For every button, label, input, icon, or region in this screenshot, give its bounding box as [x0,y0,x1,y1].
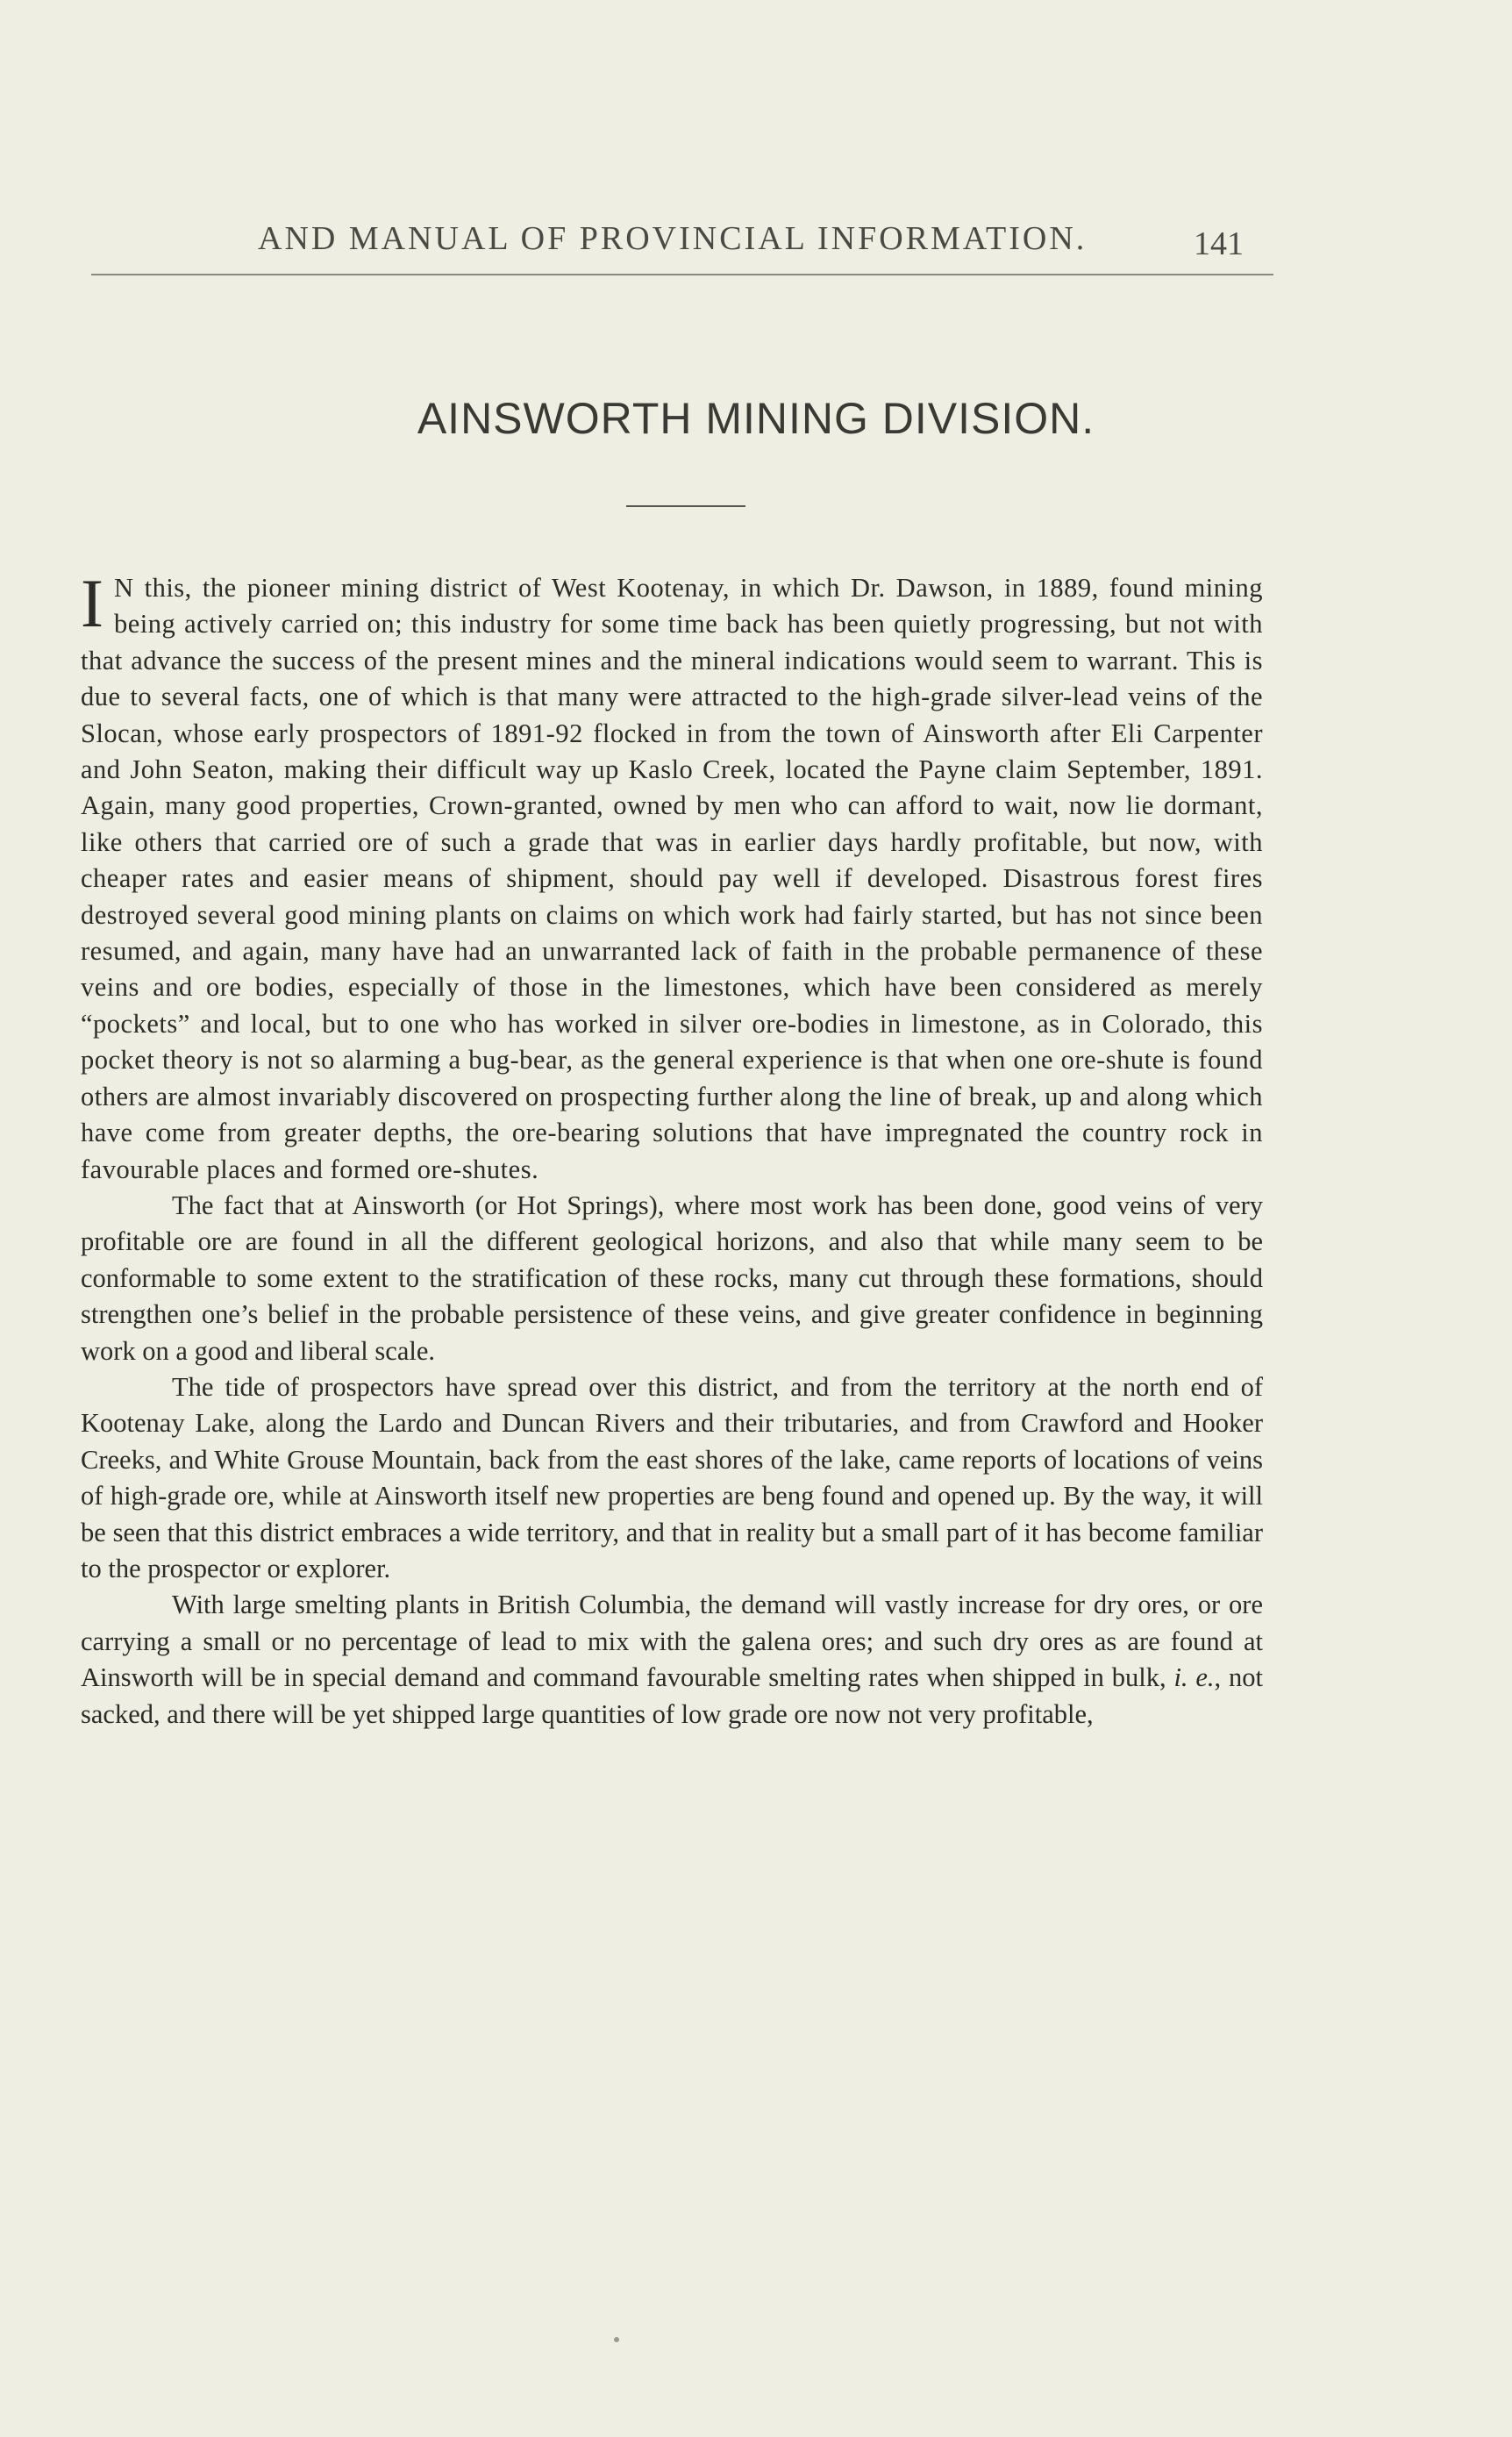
paragraph-1-text: N this, the pioneer mining district of West Kootenay, in which Dr. Dawson, in 1889, found mining being actively carried on; this industry for some time back has been quietly progressing, but not with that advance the success of the present mines and the mineral indications would seem to warrant. This is due to several facts, one of which is that many were attracted to the high-grade silver-lead veins of the Slocan, whose early prospectors of 1891-92 flocked in from the town of Ainsworth after Eli Carpenter and John Seaton, making their difficult way up Kaslo Creek, located the Payne claim September, 1891. Again, many good properties, Crown-granted, owned by men who can afford to wait, now lie dormant, like others that carried ore of such a grade that was in earlier days hardly profitable, but now, with cheaper rates and easier means of shipment, should pay well if developed. Disastrous forest fires destroyed several good mining plants on claims on which work had fairly started, but has not since been resumed, and again, many have had an unwarranted lack of faith in the probable permanence of these veins and ore bodies, especially of those in the limestones, which have been considered as merely “pockets” and local, but to one who has worked in silver ore-bodies in limestone, as in Colorado, this pocket theory is not so alarming a bug-bear, as the general experience is that when one ore-shute is found others are almost invariably discovered on prospecting further along the line of break, up and along which have come from greater depths, the ore-bearing solutions that have impregnated the country rock in favourable places and formed ore-shutes. [81,573,1263,1184]
paragraph-4-text-a: With large smelting plants in British Columbia, the demand will vastly increase for dry ores, or ore carrying a small or no percentage of lead to mix with the galena ores; and such dry ores as are found at Ainsworth will be in special demand and command favourable smelting rates when shipped in bulk, [81,1590,1263,1693]
paragraph-1 [81,565,1263,1188]
paper-speck [614,2337,619,2342]
header-rule [91,274,1273,275]
page-number: 141 [1194,225,1244,262]
drop-cap: I [81,565,103,641]
running-head [91,212,1273,274]
title-rule [626,505,745,507]
paragraph-4-text-b: , not sacked, and there will be yet shipped large quantities of low grade ore now not very profitable, [81,1662,1263,1729]
chapter-title: AINSWORTH MINING DIVISION. [417,394,1095,443]
body-text [81,565,1263,1733]
paragraph-4 [81,1587,1263,1733]
paragraph-2: The fact that at Ainsworth (or Hot Springs), where most work has been done, good veins of very profitable ore are found in all the different geological horizons, and also that while many seem to be conformable to some extent to the stratification of these rocks, many cut through these formations, should strengthen one’s belief in the probable persistence of these veins, and give greater confidence in beginning work on a good and liberal scale. [81,1190,1263,1366]
paragraph-3: The tide of prospectors have spread over this district, and from the territory at the north end of Kootenay Lake, along the Lardo and Duncan Rivers and their tributaries, and from Crawford and Hooker Creeks, and White Grouse Mountain, back from the east shores of the lake, came reports of locations of veins of high-grade ore, while at Ainsworth itself new properties are beng found and opened up. By the way, it will be seen that this district embraces a wide territory, and that in reality but a small part of it has become familiar to the prospector or explorer. [81,1371,1263,1583]
paragraph-4-italic: i. e. [1173,1662,1215,1693]
running-title: AND MANUAL OF PROVINCIAL INFORMATION. [258,220,1088,257]
